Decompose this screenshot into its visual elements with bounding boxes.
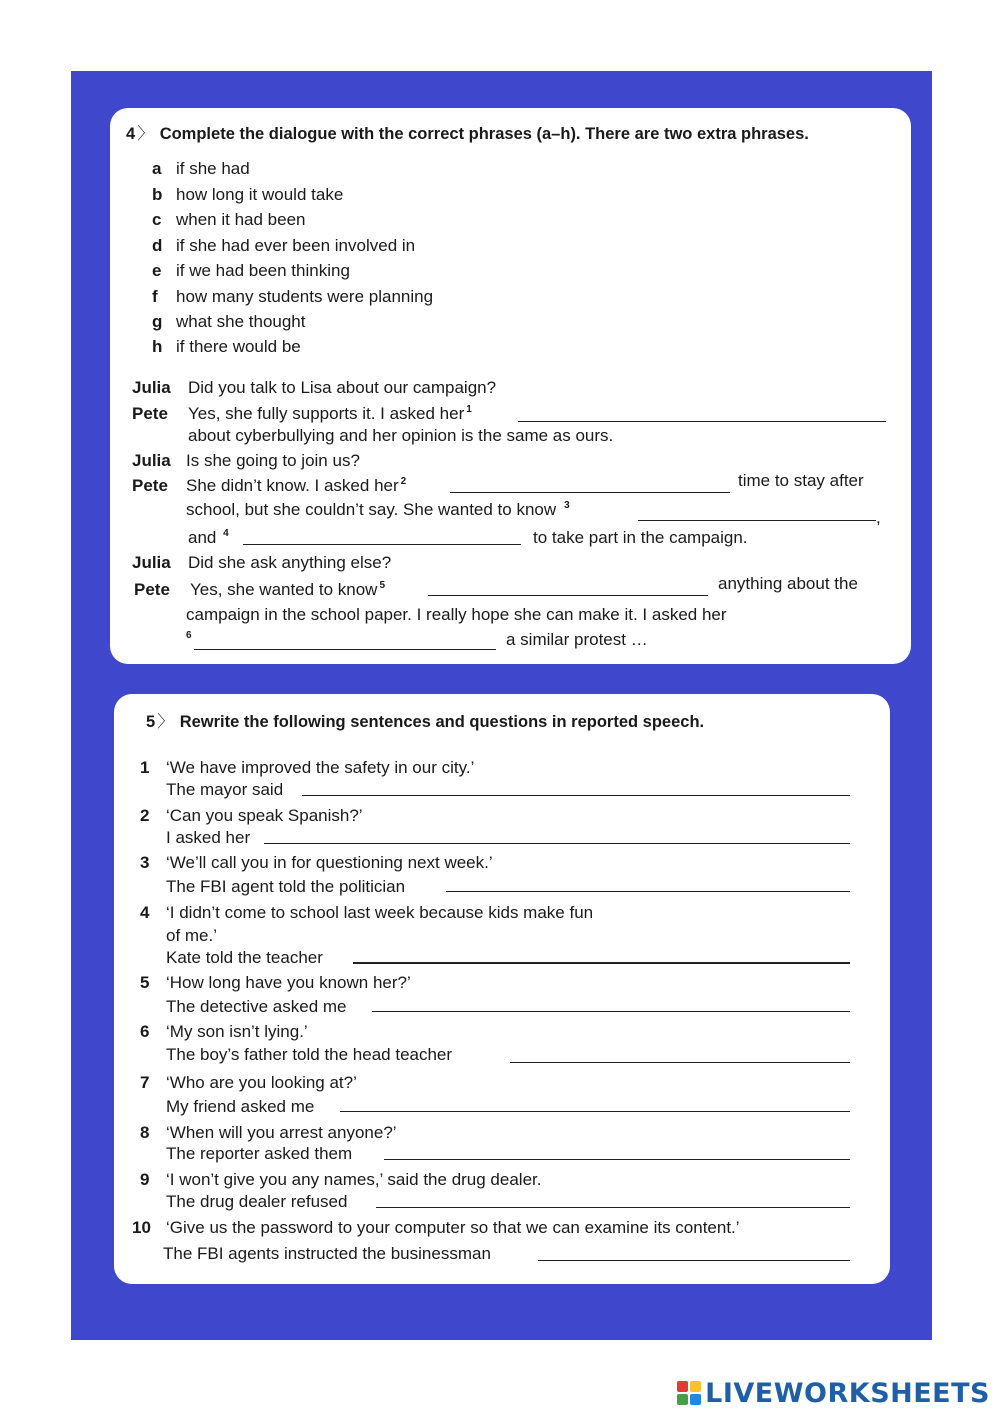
dialogue-line: She didn’t know. I asked her $^2$ (186, 476, 407, 495)
item-8-prompt: The reporter asked them (166, 1144, 353, 1163)
item-5-answer-line[interactable] (372, 1011, 850, 1012)
item-2-answer-line[interactable] (264, 843, 850, 844)
dialogue-line: Did she ask anything else? (188, 553, 392, 572)
item-5-prompt: The detective asked me (166, 997, 347, 1016)
item-1-statement: 1 ‘We have improved the safety in our city.’ (140, 758, 475, 777)
option-b: b how long it would take (152, 185, 344, 204)
answer-blank-3[interactable] (638, 520, 876, 521)
exercise-5-title (146, 708, 704, 732)
dialogue-line: school, but she couldn’t say. She wanted to know $^3$ (186, 500, 570, 519)
exercise-number: 5 (146, 713, 156, 731)
instruction-text: Rewrite the following sentences and questions in reported speech. (179, 713, 705, 731)
item-10-statement: 10 ‘Give us the password to your computer so that we can examine its content.’ (132, 1218, 740, 1237)
speaker-pete: Pete (134, 580, 170, 599)
item-3-prompt: The FBI agent told the politician (166, 877, 406, 896)
item-1-prompt: The mayor said (166, 780, 284, 799)
dialogue-line: time to stay after (738, 471, 864, 490)
option-c: c when it had been (152, 210, 306, 229)
speaker-julia: Julia (132, 378, 171, 397)
exercise-number: 4 (126, 125, 136, 143)
option-d: d if she had ever been involved in (152, 236, 416, 255)
answer-blank-6[interactable] (194, 649, 496, 650)
item-9-answer-line[interactable] (376, 1207, 850, 1208)
dialogue-line: campaign in the school paper. I really hope she can make it. I asked her (186, 605, 727, 624)
speaker-pete: Pete (132, 404, 168, 423)
dialogue-line: anything about the (718, 574, 858, 593)
dialogue-line: 6 (186, 630, 192, 641)
logo-grid-icon (677, 1381, 701, 1405)
item-4-prompt: Kate told the teacher (166, 948, 323, 967)
dialogue-line: Yes, she fully supports it. I asked her $^1$ (188, 404, 472, 423)
item-7-answer-line[interactable] (340, 1111, 850, 1112)
dialogue-line: a similar protest … (506, 630, 648, 649)
item-4-statement: 4 ‘I didn’t come to school last week because kids make fun (140, 903, 594, 922)
option-h: h if there would be (152, 337, 301, 356)
item-3-answer-line[interactable] (446, 891, 850, 892)
liveworksheets-logo[interactable] (677, 1376, 990, 1410)
answer-blank-5[interactable] (428, 595, 708, 596)
item-8-answer-line[interactable] (384, 1159, 850, 1160)
logo-text: LIVEWORKSHEETS (705, 1377, 990, 1409)
item-8-statement: 8 ‘When will you arrest anyone?’ (140, 1123, 397, 1142)
item-6-statement: 6 ‘My son isn’t lying.’ (140, 1022, 308, 1041)
speaker-julia: Julia (132, 451, 171, 470)
comma: , (876, 508, 881, 527)
item-9-prompt: The drug dealer refused (166, 1192, 348, 1211)
option-e: e if we had been thinking (152, 261, 350, 280)
item-2-prompt: I asked her (166, 828, 251, 847)
item-6-answer-line[interactable] (510, 1062, 850, 1063)
item-7-prompt: My friend asked me (166, 1097, 315, 1116)
item-7-statement: 7 ‘Who are you looking at?’ (140, 1073, 357, 1092)
exercise-4-title (126, 120, 809, 144)
exercise-5-card (114, 694, 890, 1284)
item-10-answer-line[interactable] (538, 1260, 850, 1261)
dialogue-line: Is she going to join us? (186, 451, 360, 470)
dialogue-line: Yes, she wanted to know $^5$ (190, 580, 386, 599)
item-4-statement-cont: of me.’ (166, 926, 218, 945)
speaker-julia: Julia (132, 553, 171, 572)
dialogue-line: to take part in the campaign. (533, 528, 748, 547)
answer-blank-4[interactable] (243, 544, 521, 545)
item-9-statement: 9 ‘I won’t give you any names,’ said the drug dealer. (140, 1170, 542, 1189)
option-g: g what she thought (152, 312, 306, 331)
item-1-answer-line[interactable] (302, 795, 850, 796)
chevron-right-icon: 〉 (157, 713, 174, 731)
dialogue-line: Did you talk to Lisa about our campaign? (188, 378, 497, 397)
item-4-answer-line[interactable] (353, 962, 850, 964)
exercise-4-card (110, 108, 911, 664)
answer-blank-1[interactable] (518, 421, 886, 422)
instruction-text: Complete the dialogue with the correct phrases (a–h). There are two extra phrases. (159, 125, 809, 143)
option-a: a if she had (152, 159, 250, 178)
answer-blank-2[interactable] (450, 492, 730, 493)
item-5-statement: 5 ‘How long have you known her?’ (140, 973, 411, 992)
item-3-statement: 3 ‘We’ll call you in for questioning next week.’ (140, 853, 493, 872)
chevron-right-icon: 〉 (137, 125, 154, 143)
speaker-pete: Pete (132, 476, 168, 495)
dialogue-line: about cyberbullying and her opinion is the same as ours. (188, 426, 614, 445)
item-10-prompt: The FBI agents instructed the businessman (163, 1244, 491, 1263)
item-2-statement: 2 ‘Can you speak Spanish?’ (140, 806, 363, 825)
dialogue-line: and $^4$ (188, 528, 229, 547)
item-6-prompt: The boy’s father told the head teacher (166, 1045, 453, 1064)
option-f: f how many students were planning (152, 287, 434, 306)
